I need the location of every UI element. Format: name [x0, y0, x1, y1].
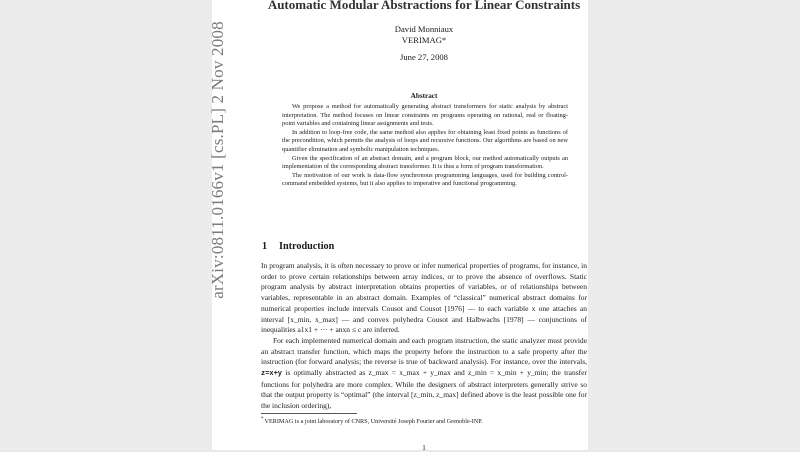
abstract-heading: Abstract — [410, 92, 438, 100]
body-paragraph — [261, 336, 587, 412]
arxiv-identifier: arXiv:0811.0166v1 [cs.PL] 2 Nov 2008 — [208, 21, 227, 299]
inline-code: z=x+y — [261, 370, 283, 379]
footnote-text: * VERIMAG is a joint laboratory of CNRS, Université Joseph Fourier and Grenoble-INP. — [261, 418, 483, 425]
body-paragraph: In program analysis, it is often necessary to prove or infer numerical properties of programs, for instance, in order to prove certain relationships between array indices, or to prove the absence of overflows. Static program analysis by abstract interpretation obtains properties of variables, or of relationships between variables, representable in an abstract domain. Examples of “classical” numerical abstract domains for numerical properties include intervals Cousot and Cousot [1976] — to each variable x one attaches an interval [x_min, x_max] — and convex polyhedra Cousot and Halbwachs [1978] — conjunctions of inequalities a1x1 + ··· + anxn ≤ c are inferred. — [261, 261, 587, 335]
author-affiliation: VERIMAG* — [401, 35, 447, 45]
body-text-run: For each implemented numerical domain and each program instruction, the static analyzer must provide an abstract transfer function, which maps the property before the instruction to a safe property after the instruction (for forward analysis; the reverse is true of backward analysis). For instance, over the intervals, — [261, 335, 587, 367]
paper-title: Automatic Modular Abstractions for Linear Constraints — [267, 0, 581, 12]
abstract-body — [282, 103, 568, 189]
abstract-paragraph: Given the specification of an abstract domain, and a program block, our method automatically outputs an implementation of the corresponding abstract transformer. It is thus a form of program transformation. — [282, 154, 568, 171]
body-text — [261, 261, 587, 412]
footnote-divider — [261, 413, 357, 414]
page-number: 1 — [422, 443, 426, 452]
right-gutter — [588, 0, 800, 450]
author-name: David Monniaux — [394, 24, 454, 34]
abstract-paragraph: We propose a method for automatically generating abstract transformers for static analysis by abstract interpretation. The method focuses on linear constraints on programs operating on rational, real or floating-point variables and containing linear assignments and tests. — [282, 103, 568, 128]
section-title: Introduction — [279, 241, 335, 252]
footnote — [261, 416, 587, 426]
paper-date: June 27, 2008 — [400, 52, 448, 62]
section-heading — [262, 241, 334, 252]
abstract-paragraph: The motivation of our work is data-flow synchronous programming languages, used for building control-command embedded systems, but it also applies to imperative and functional programming. — [282, 171, 568, 188]
abstract-paragraph: In addition to loop-free code, the same method also applies for obtaining least fixed points as functions of the precondition, which permits the analysis of loops and recursive functions. Our algorithms are based on new quantifier elimination and symbolic manipulation techniques. — [282, 128, 568, 153]
body-text-run: is optimally abstracted as z_max = x_max + y_max and z_min = x_min + y_min; the transfer functions for polyhedra are more complex. While the designers of abstract interpreters generally strive so that the output property is “optimal” (the interval [z_min, z_max] defined above is the least possible one for the inclusion ordering), — [261, 368, 588, 411]
section-number: 1 — [262, 241, 268, 252]
left-gutter — [0, 0, 212, 450]
